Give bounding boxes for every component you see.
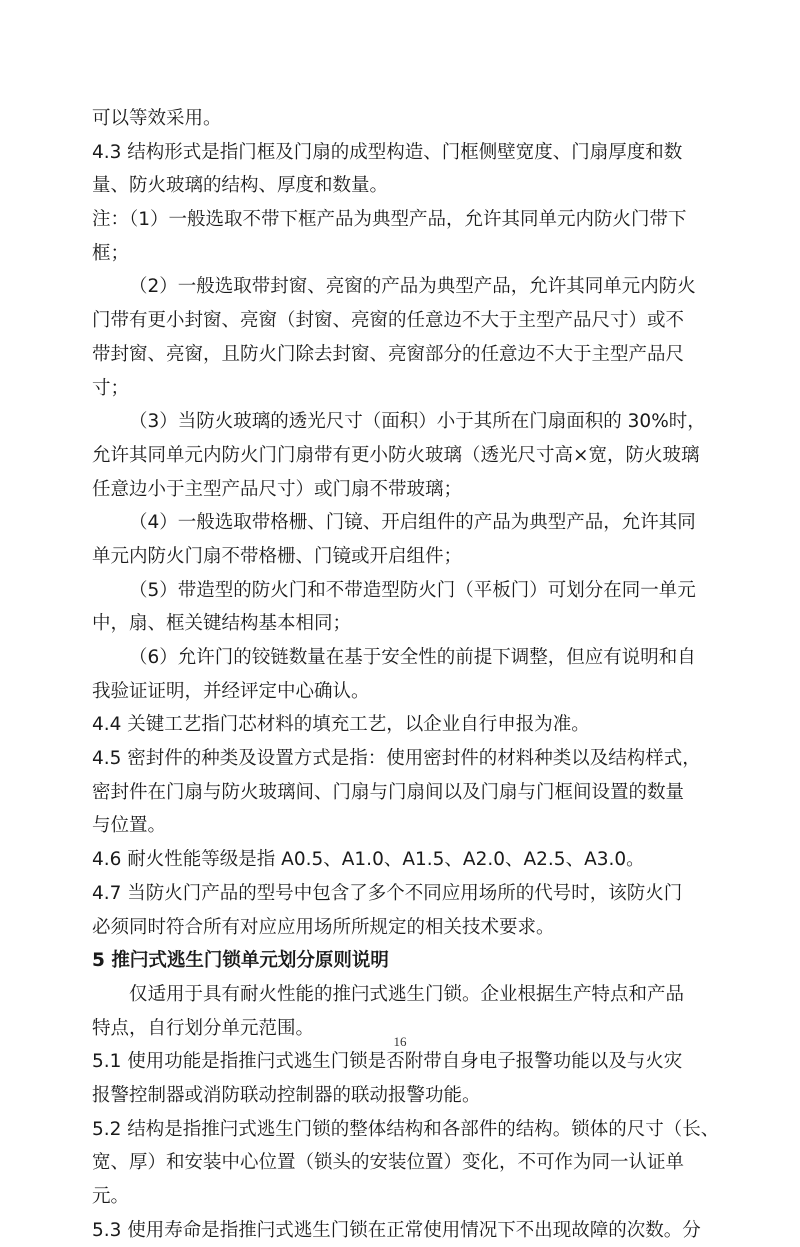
note-2: （2）一般选取带封窗、亮窗的产品为典型产品，允许其同单元内防火	[129, 276, 696, 298]
clause-5-1: 5.1 使用功能是指推闩式逃生门锁是否附带自身电子报警功能以及与火灾	[92, 1051, 683, 1073]
clause-4-7: 4.7 当防火门产品的型号中包含了多个不同应用场所的代号时，该防火门	[92, 882, 683, 904]
text-line: 宽、厚）和安装中心位置（锁头的安装位置）变化，不可作为同一认证单	[92, 1152, 685, 1174]
note-4: （4）一般选取带格栅、门镜、开启组件的产品为典型产品，允许其同	[129, 512, 696, 534]
text-line: 密封件在门扇与防火玻璃间、门扇与门扇间以及门扇与门框间设置的数量	[92, 781, 685, 803]
text-line: 量、防火玻璃的结构、厚度和数量。	[92, 175, 389, 197]
text-line: 门带有更小封窗、亮窗（封窗、亮窗的任意边不大于主型产品尺寸）或不	[92, 310, 685, 332]
clause-4-6: 4.6 耐火性能等级是指 A0.5、A1.0、A1.5、A2.0、A2.5、A3.0。	[92, 849, 645, 871]
section-5-heading: 5 推闩式逃生门锁单元划分原则说明	[92, 950, 389, 972]
clause-4-4: 4.4 关键工艺指门芯材料的填充工艺，以企业自行申报为准。	[92, 714, 590, 736]
note-1: 注：（1）一般选取不带下框产品为典型产品，允许其同单元内防火门带下	[92, 209, 687, 231]
text-line: 框；	[92, 242, 130, 264]
text-line: 带封窗、亮窗，且防火门除去封窗、亮窗部分的任意边不大于主型产品尺	[92, 343, 685, 365]
body-text	[92, 102, 720, 1247]
text-line: 允许其同单元内防火门门扇带有更小防火玻璃（透光尺寸高×宽，防火玻璃	[92, 444, 700, 466]
text-line: 我验证证明，并经评定中心确认。	[92, 680, 370, 702]
text-line: 任意边小于主型产品尺寸）或门扇不带玻璃；	[92, 478, 463, 500]
section-5-intro: 仅适用于具有耐火性能的推闩式逃生门锁。企业根据生产特点和产品	[129, 983, 685, 1005]
note-5: （5）带造型的防火门和不带造型防火门（平板门）可划分在同一单元	[129, 579, 696, 601]
clause-5-2: 5.2 结构是指推闩式逃生门锁的整体结构和各部件的结构。锁体的尺寸（长、	[92, 1118, 720, 1140]
text-line: 与位置。	[92, 815, 167, 837]
note-6: （6）允许门的铰链数量在基于安全性的前提下调整，但应有说明和自	[129, 647, 696, 668]
clause-5-3: 5.3 使用寿命是指推闩式逃生门锁在正常使用情况下不出现故障的次数。分	[92, 1219, 701, 1241]
text-line: 元。	[92, 1186, 130, 1207]
text-line: 报警控制器或消防联动控制器的联动报警功能。	[92, 1084, 481, 1106]
text-line: 寸；	[92, 377, 130, 399]
text-line: 中，扇、框关键结构基本相同；	[92, 613, 352, 635]
text-line: 单元内防火门扇不带格栅、门镜或开启组件；	[92, 545, 463, 567]
note-3: （3）当防火玻璃的透光尺寸（面积）小于其所在门扇面积的 30%时，	[129, 411, 706, 433]
clause-4-3: 4.3 结构形式是指门框及门扇的成型构造、门框侧壁宽度、门扇厚度和数	[92, 141, 683, 163]
text-line: 必须同时符合所有对应应用场所所规定的相关技术要求。	[92, 916, 555, 938]
text-line: 特点，自行划分单元范围。	[92, 1017, 315, 1039]
page-number: 16	[393, 1034, 407, 1049]
clause-4-5: 4.5 密封件的种类及设置方式是指：使用密封件的材料种类以及结构样式，	[92, 748, 701, 770]
text-line: 可以等效采用。	[92, 108, 222, 129]
